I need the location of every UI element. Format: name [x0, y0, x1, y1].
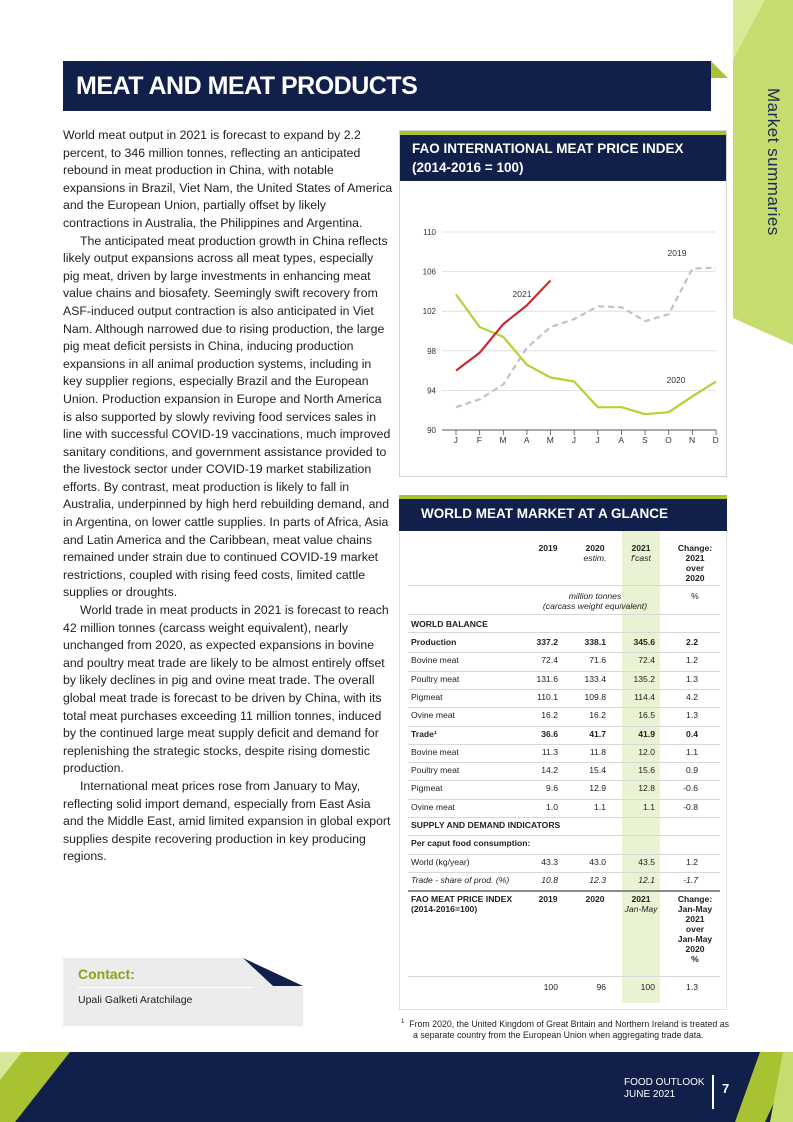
- table-cell-v2021: 12.0: [638, 746, 655, 757]
- table-rule: [408, 689, 720, 690]
- table-rule: [408, 652, 720, 653]
- table-cell-v2020: 43.0: [589, 856, 606, 867]
- unit-label: million tonnes: [568, 591, 622, 601]
- footer-publication-date: JUNE 2021: [624, 1089, 676, 1100]
- index-change-header: Jan-May: [677, 904, 713, 915]
- col-header-change-l3: over: [685, 563, 705, 573]
- footnote: [401, 1017, 731, 1042]
- table-title: WORLD MEAT MARKET AT A GLANCE: [421, 506, 668, 521]
- x-tick-label: S: [642, 435, 649, 445]
- section-side-tab: [733, 0, 793, 345]
- table-cell-v2021: 345.6: [633, 637, 655, 647]
- table-cell-v2019: 1.0: [546, 801, 558, 812]
- col-header-2020-sub: estim.: [583, 553, 607, 563]
- paragraph: International meat prices rose from January to May, reflecting solid import demand, especially from East Asia and the Middle East, amid limited expansion in global export supplies despite recovering production in key producing regions.: [63, 778, 391, 864]
- price-index-chart: [400, 191, 726, 471]
- table-row-label: Ovine meat: [411, 801, 455, 812]
- index-change-header: 2020: [685, 944, 705, 955]
- contact-title: Contact:: [78, 966, 135, 982]
- contact-name: Upali Galketi Aratchilage: [78, 994, 193, 1006]
- x-tick-label: N: [689, 435, 696, 445]
- table-cell-v2020: 1.1: [594, 801, 606, 812]
- table-row-label: World (kg/year): [411, 856, 470, 867]
- meat-market-table-panel: [399, 495, 727, 1010]
- col-header-2020: 2020: [585, 543, 605, 553]
- page-title: MEAT AND MEAT PRODUCTS: [76, 72, 418, 100]
- table-cell-v2020: 16.2: [589, 710, 606, 721]
- index-value-v2021: 100: [640, 982, 655, 993]
- table-row-label: Trade¹: [411, 728, 437, 739]
- table-cell-chg: 0.9: [686, 765, 698, 776]
- table-cell-v2021: 15.6: [638, 765, 655, 776]
- table-header: [399, 495, 727, 531]
- meat-market-table: [399, 531, 727, 1010]
- table-rule: [408, 671, 720, 672]
- table-cell-v2021: 12.8: [638, 783, 655, 794]
- footer-separator: [712, 1075, 714, 1109]
- table-cell-chg: -0.8: [683, 801, 698, 812]
- index-change-header: 2021: [685, 914, 705, 925]
- table-rule: [408, 632, 720, 633]
- table-rule: [408, 817, 720, 818]
- x-tick-label: A: [523, 435, 530, 445]
- unit-percent: %: [691, 591, 699, 601]
- series-label-2020: 2020: [666, 375, 686, 385]
- table-row-label: Production: [411, 637, 457, 647]
- table-header-accent: [399, 495, 727, 499]
- index-change-header: Change:: [677, 894, 713, 905]
- x-tick-label: O: [665, 435, 673, 445]
- index-change-header: %: [691, 954, 699, 965]
- table-rule: [408, 726, 720, 727]
- footer-publication-title: FOOD OUTLOOK: [624, 1077, 705, 1088]
- x-tick-label: J: [595, 435, 601, 445]
- table-cell-v2020: 109.8: [584, 691, 606, 702]
- x-tick-label: D: [712, 435, 720, 445]
- y-tick-label: 102: [422, 307, 436, 317]
- chart-header: [400, 131, 726, 181]
- index-label: FAO MEAT PRICE INDEX: [411, 894, 513, 905]
- section-world-balance: WORLD BALANCE: [411, 619, 488, 629]
- table-row-label: Ovine meat: [411, 710, 455, 721]
- table-rule: [408, 835, 720, 836]
- table-cell-v2019: 10.8: [541, 874, 558, 885]
- paragraph: World trade in meat products in 2021 is forecast to reach 42 million tonnes (carcass weight equivalent), nearly unchanged from 2020, as expected expansions in bovine and poultry meat trade are likely to be almost entirely offset by likely declines in pig and ovine meat trade. The overall global meat trade is forecast to be driven by China, with its total meat purchases exceeding 11 million tonnes, induced by the continued large meat supply deficit and demand for replenishing the strategic stocks, despite rising domestic production.: [63, 603, 389, 776]
- index-change-header: over: [685, 924, 705, 935]
- contact-divider: [78, 987, 254, 988]
- table-row-label: Bovine meat: [411, 746, 459, 757]
- index-col-2021: 2021: [631, 894, 651, 905]
- index-value-v2019: 100: [543, 982, 558, 993]
- table-cell-v2020: 12.3: [589, 874, 606, 885]
- table-cell-chg: 1.1: [686, 746, 698, 757]
- table-cell-v2021: 72.4: [638, 655, 655, 666]
- table-cell-v2020: 133.4: [584, 673, 606, 684]
- table-rule: [408, 762, 720, 763]
- series-label-2021: 2021: [512, 289, 532, 299]
- table-cell-v2019: 131.6: [536, 673, 558, 684]
- table-cell-v2019: 36.6: [541, 728, 558, 739]
- table-cell-v2021: 16.5: [638, 710, 655, 721]
- table-cell-chg: -0.6: [683, 783, 698, 794]
- side-tab-label: Market summaries: [764, 88, 783, 236]
- table-rule: [408, 799, 720, 800]
- table-cell-v2020: 41.7: [589, 728, 606, 739]
- table-cell-v2021: 12.1: [638, 874, 655, 885]
- index-label-sub: (2014-2016=100): [411, 904, 478, 915]
- col-header-2021-sub: f'cast: [631, 553, 651, 563]
- table-cell-v2019: 16.2: [541, 710, 558, 721]
- unit-label-sub: (carcass weight equivalent): [542, 601, 648, 611]
- index-col-2021-sub: Jan-May: [624, 904, 658, 915]
- table-row-label: Bovine meat: [411, 655, 459, 666]
- footnote-mark: 1: [401, 1019, 405, 1025]
- chart-title: FAO INTERNATIONAL MEAT PRICE INDEX (2014-2016 = 100): [412, 141, 684, 175]
- index-change-header: Jan-May: [677, 934, 713, 945]
- series-line-2020: [456, 294, 716, 414]
- table-rule: [408, 780, 720, 781]
- table-row-label: Poultry meat: [411, 673, 460, 684]
- col-header-change-l2: 2021: [685, 553, 705, 563]
- col-header-2019: 2019: [538, 543, 558, 553]
- paragraph: World meat output in 2021 is forecast to expand by 2.2 percent, to 346 million tonnes, reflecting an anticipated rebound in meat production in China, with notable expansions in Brazil, Viet Nam, the United States of America and the European Union, partially offset by likely contractions in Australia, the Philippines and Argentina.: [63, 128, 393, 230]
- table-section-label: Per caput food consumption:: [411, 838, 531, 849]
- price-index-chart-panel: [399, 130, 727, 477]
- index-value-v2020: 96: [596, 982, 606, 993]
- col-header-2021: 2021: [631, 543, 651, 553]
- table-cell-v2021: 1.1: [643, 801, 655, 812]
- table-rule: [408, 614, 720, 615]
- table-rule: [408, 854, 720, 855]
- table-cell-v2020: 15.4: [589, 765, 606, 776]
- table-row-label: Pigmeat: [411, 691, 443, 702]
- table-cell-v2019: 11.3: [541, 746, 558, 757]
- y-tick-label: 98: [427, 346, 436, 356]
- x-tick-label: M: [499, 435, 508, 445]
- x-tick-label: A: [618, 435, 625, 445]
- table-cell-v2019: 43.3: [541, 856, 558, 867]
- table-cell-v2021: 135.2: [633, 673, 655, 684]
- table-cell-chg: 0.4: [686, 728, 698, 739]
- index-col-2019: 2019: [538, 894, 558, 905]
- y-tick-label: 90: [427, 426, 436, 435]
- contact-triangle-icon: [243, 958, 303, 988]
- article-body: [63, 127, 393, 866]
- x-tick-label: J: [571, 435, 577, 445]
- table-cell-chg: 1.2: [686, 856, 698, 867]
- page-number: 7: [722, 1081, 730, 1096]
- y-tick-label: 94: [427, 386, 436, 396]
- series-label-2019: 2019: [667, 248, 687, 258]
- footer-publication: [624, 1077, 705, 1101]
- y-tick-label: 110: [423, 228, 436, 237]
- table-rule: [408, 585, 720, 586]
- contact-box: [63, 958, 303, 1026]
- table-cell-v2019: 72.4: [541, 655, 558, 666]
- table-rule: [408, 890, 720, 892]
- col-header-change-l4: 2020: [685, 573, 705, 583]
- table-cell-v2020: 338.1: [584, 637, 606, 647]
- table-cell-chg: 1.3: [686, 673, 698, 684]
- page-title-banner: [63, 61, 728, 111]
- footnote-text: From 2020, the United Kingdom of Great Britain and Northern Ireland is treated as a separate country from the European Union when aggregating trade data.: [409, 1018, 730, 1041]
- table-cell-v2020: 11.8: [589, 746, 606, 757]
- table-rule: [408, 707, 720, 708]
- table-row-label: Pigmeat: [411, 783, 443, 794]
- table-rule: [408, 976, 720, 977]
- y-tick-label: 106: [422, 267, 436, 277]
- table-row-label: Poultry meat: [411, 765, 460, 776]
- table-row-label: Trade - share of prod. (%): [411, 874, 510, 885]
- table-cell-chg: 4.2: [686, 691, 698, 702]
- paragraph: The anticipated meat production growth in China reflects likely output expansions across all meat types, especially pig meat, driven by large investments in enhancing meat value chains and biosafety. Seemingly swift recovery from ASF-induced output contraction is also anticipated in Viet Nam. Although narrowed due to rising production, the large pig meat deficit persists in China, inducing production expansions in all animal production systems, including in key supplier regions, especially Brazil and the European Union. Production expansion in Europe and North America is also supported by slowly reviving food services sales in line with successful COVID-19 vaccinations, much improved sanitary conditions, and government assistance provided to the livestock sector under COVID-19 market stabilization efforts. By contrast, meat production is likely to fall in Australia, underpinned by high herd rebuilding demand, and in Argentina, on lower cattle supplies. In parts of Africa, Asia and Latin America and the Caribbean, meat value chains remained under strain due to continued COVID-19 market restrictions, coupled with rising feed costs, limited cattle supplies or droughts.: [63, 233, 391, 600]
- table-cell-v2020: 71.6: [589, 655, 606, 666]
- table-cell-chg: 1.3: [686, 710, 698, 721]
- table-cell-v2019: 337.2: [536, 637, 558, 647]
- series-line-2019: [456, 268, 716, 408]
- x-tick-label: M: [546, 435, 555, 445]
- x-tick-label: J: [453, 435, 459, 445]
- table-rule: [408, 872, 720, 873]
- col-header-change-l1: Change:: [677, 543, 713, 553]
- table-cell-v2021: 43.5: [638, 856, 655, 867]
- table-section-label: SUPPLY AND DEMAND INDICATORS: [411, 820, 561, 830]
- table-cell-chg: 1.2: [686, 655, 698, 666]
- table-rule: [408, 744, 720, 745]
- index-col-2020: 2020: [585, 894, 605, 905]
- table-cell-chg: -1.7: [683, 874, 698, 885]
- table-cell-v2019: 9.6: [546, 783, 558, 794]
- table-cell-v2021: 41.9: [638, 728, 655, 739]
- x-tick-label: F: [476, 435, 483, 445]
- table-cell-v2019: 14.2: [541, 765, 558, 776]
- table-cell-chg: 2.2: [686, 637, 698, 647]
- table-cell-v2019: 110.1: [537, 691, 558, 702]
- series-line-2021: [456, 281, 551, 371]
- index-value-chg: 1.3: [686, 982, 698, 993]
- chart-header-accent: [400, 131, 726, 135]
- table-cell-v2020: 12.9: [589, 783, 606, 794]
- table-cell-v2021: 114.4: [634, 691, 655, 702]
